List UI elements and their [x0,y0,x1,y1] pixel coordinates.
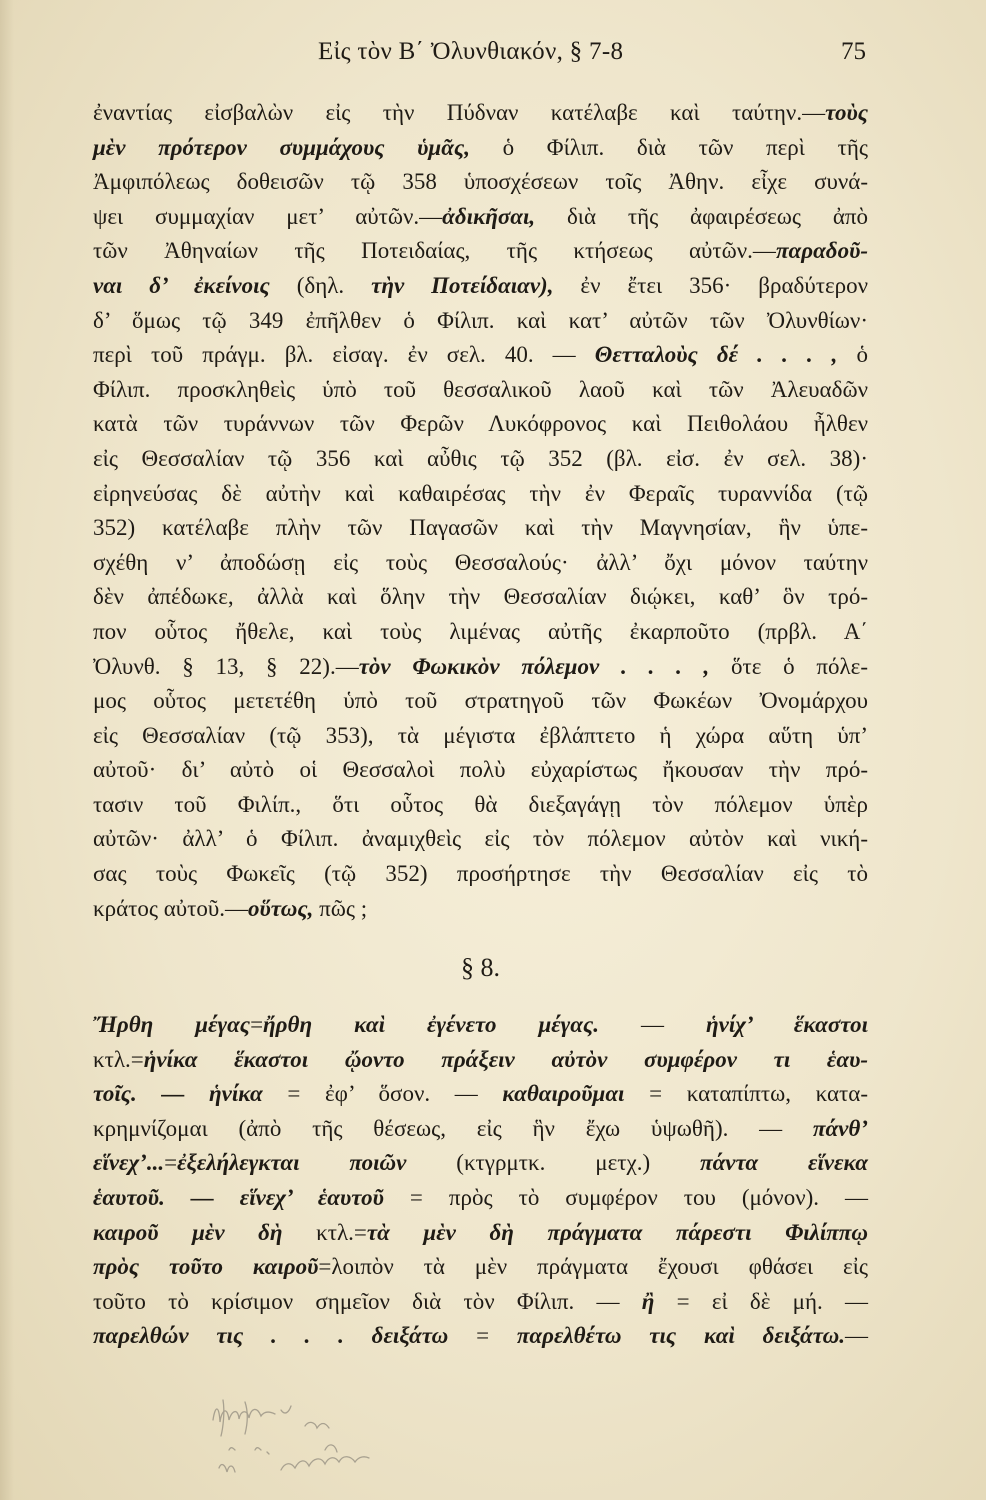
commentary-text: σχέθη ν’ ἀποδώσῃ εἰς τοὺς Θεσσαλούς· ἀλλ’ ὄχι μόνον ταύτην [93,549,868,575]
commentary-text: = καταπίπτω, κατα- [624,1081,869,1107]
page-number: 75 [841,38,866,65]
lemma-text: ἐξελήλεγκται ποιῶν [177,1150,407,1176]
commentary-text: εἰρηνεύσας δὲ αὐτὴν καὶ καθαιρέσας τὴν ἐν Φεραῖς τυραννίδα (τῷ [93,480,868,506]
commentary-text: αὐτοῦ· δι’ αὐτὸ οἱ Θεσσαλοὶ πολὺ εὐχαρίστως ἤκουσαν τὴν πρό- [93,757,868,783]
lemma-text: παρελθέτω τις καὶ δειξάτω. [516,1323,845,1349]
commentary-text: Ὀλυνθ. § 13, § 22).— [93,653,359,679]
commentary-text: — [844,1323,868,1349]
commentary-text: = [164,1150,178,1176]
commentary-text: δ’ ὅμως τῷ 349 ἐπῆλθεν ὁ Φίλιπ. καὶ κατ’ αὐτῶν τῶν Ὀλυνθίων· [93,307,868,333]
lemma-text: Ἤρθη μέγας [93,1012,251,1037]
text-line [93,373,868,408]
lemma-text: Θετταλοὺς δέ . . . , [594,342,838,368]
commentary-section-8 [93,1008,868,1354]
commentary-text: ψει συμμαχίαν μετ’ αὐτῶν.— [93,203,443,229]
commentary-text: τοῦτο τὸ κρίσιμον σημεῖον διὰ τὸν Φίλιπ. — [93,1288,642,1314]
text-line [93,96,868,131]
text-line [93,1216,868,1251]
commentary-text: = [448,1323,517,1349]
text-line [93,650,868,685]
text-line [93,1008,868,1043]
commentary-text: κτλ.= [282,1219,367,1245]
text-line [93,234,868,269]
running-head [93,34,868,70]
lemma-text: παραδοῦ- [775,238,868,264]
text-line [93,857,868,892]
text-line [93,131,868,166]
text-line [93,1146,868,1181]
text-line [93,788,868,823]
commentary-text: ὁ [837,342,869,368]
commentary-text: διὰ τῆς ἀφαιρέσεως ἀπὸ [535,203,868,229]
text-line [93,165,868,200]
commentary-text: εἰς Θεσσαλίαν (τῷ 353), τὰ μέγιστα ἐβλάπτετο ἡ χώρα αὕτη ὑπ’ [93,722,868,748]
lemma-text: παρελθών τις . . . δειξάτω [93,1323,449,1349]
commentary-text: ἐν ἔτει 356· βραδύτερον [553,272,868,298]
lemma-text: πάνθ’ [812,1115,868,1141]
commentary-text: μος οὗτος μετετέθη ὑπὸ τοῦ στρατηγοῦ τῶν Φωκέων Ὀνομάρχου [93,688,868,714]
lemma-text: ἢ [641,1288,655,1314]
commentary-text: ἐναντίας εἰσβαλὼν εἰς τὴν Πύδναν κατέλαβε καὶ ταύτην.— [93,100,826,125]
text-line [93,546,868,581]
lemma-text: τὸν Φωκικὸν πόλεμον . . . , [358,653,710,679]
commentary-text: κρημνίζομαι (ἀπὸ τῆς θέσεως, εἰς ἣν ἔχω ὑψωθῆ). — [93,1115,813,1141]
lemma-text: τὴν Ποτείδαιαν), [371,272,554,298]
pencil-scribble [205,1392,385,1482]
commentary-text: (κτγρμτκ. μετχ.) [406,1150,701,1176]
text-line [93,753,868,788]
commentary-text: = [250,1012,264,1037]
commentary-text: =λοιπὸν τὰ μὲν πράγματα ἔχουσι φθάσει εἰς [318,1254,868,1280]
commentary-text: τῶν Ἀθηναίων τῆς Ποτειδαίας, τῆς κτήσεως αὐτῶν.— [93,238,776,264]
text-line [93,615,868,650]
text-line [93,822,868,857]
text-line [93,200,868,235]
commentary-section-7 [93,96,868,926]
text-line [93,580,868,615]
commentary-text: = ἐφ’ ὅσον. — [262,1081,503,1107]
commentary-text: 352) κατέλαβε πλὴν τῶν Παγασῶν καὶ τὴν Μαγνησίαν, ἣν ὑπε- [93,515,868,541]
text-line [93,442,868,477]
lemma-text: πάντα εἵνεκα [700,1150,868,1176]
commentary-text: ὅτε ὁ πόλε- [709,653,869,679]
text-line [93,338,868,373]
commentary-text: — [598,1012,707,1037]
commentary-text: τασιν τοῦ Φιλίπ., ὅτι οὗτος θὰ διεξαγάγῃ τὸν πόλεμον ὑπὲρ [93,791,868,817]
commentary-text: Φίλιπ. προσκληθεὶς ὑπὸ τοῦ θεσσαλικοῦ λαοῦ καὶ τῶν Ἀλευαδῶν [93,376,868,402]
text-line [93,269,868,304]
text-line [93,304,868,339]
lemma-text: ναι δ’ ἐκείνοις [93,272,270,298]
lemma-text: ἀδικῆσαι, [442,203,536,229]
text-line [93,1112,868,1147]
commentary-text: κτλ.= [93,1046,144,1072]
commentary-text: εἰς Θεσσαλίαν τῷ 356 καὶ αὖθις τῷ 352 (βλ. εἰσ. ἐν σελ. 38)· [93,445,868,471]
commentary-text: περὶ τοῦ πράγμ. βλ. εἰσαγ. ἐν σελ. 40. — [93,342,595,368]
lemma-text: οὕτως, [248,895,314,921]
text-line [93,1250,868,1285]
running-title: Εἰς τὸν Β΄ Ὀλυνθιακόν, § 7-8 [318,38,624,65]
text-line [93,684,868,719]
text-line [93,1285,868,1320]
text-line [93,511,868,546]
lemma-text: ἤρθη καὶ ἐγένετο μέγας. [263,1012,599,1037]
lemma-text: καθαιροῦμαι [502,1081,625,1107]
commentary-text: δὲν ἀπέδωκε, ἀλλὰ καὶ ὅλην τὴν Θεσσαλίαν διῴκει, καθ’ ὃν τρό- [93,584,868,610]
commentary-text: = εἰ δὲ μή. — [654,1288,868,1314]
commentary-text: κατὰ τῶν τυράννων τῶν Φερῶν Λυκόφρονος καὶ Πειθολάου ἦλθεν [93,411,868,437]
text-line [93,719,868,754]
lemma-text: πρὸς τοῦτο καιροῦ [93,1254,319,1280]
commentary-text: σας τοὺς Φωκεῖς (τῷ 352) προσήρτησε τὴν Θεσσαλίαν εἰς τὸ [93,861,868,887]
text-line [93,892,868,927]
lemma-text: εἵνεχ’... [93,1150,165,1176]
commentary-text: ὁ Φίλιπ. διὰ τῶν περὶ τῆς [469,134,869,160]
commentary-text: πον οὗτος ἤθελε, καὶ τοὺς λιμένας αὐτῆς ἐκαρποῦτο (πρβλ. Α΄ [93,618,868,644]
commentary-text: (δηλ. [269,272,372,298]
text-line [93,477,868,512]
commentary-text: πῶς ; [313,895,368,921]
section-heading: § 8. [461,953,500,982]
commentary-text: αὐτῶν· ἀλλ’ ὁ Φίλιπ. ἀναμιχθεὶς εἰς τὸν πόλεμον αὐτὸν καὶ νική- [93,826,868,852]
text-line [93,407,868,442]
lemma-text: τὰ μὲν δὴ πράγματα πάρεστι Φιλίππῳ [366,1219,868,1245]
lemma-text: ἑαυτοῦ. — εἵνεχ’ ἑαυτοῦ [93,1184,384,1210]
lemma-text: μὲν πρότερον συμμάχους ὑμᾶς, [93,134,470,160]
text-line [93,1077,868,1112]
commentary-text: Ἀμφιπόλεως δοθεισῶν τῷ 358 ὑποσχέσεων τοῖς Ἀθην. εἶχε συνά- [93,169,868,195]
commentary-text: κράτος αὐτοῦ.— [93,895,249,921]
text-line [93,1181,868,1216]
lemma-text: καιροῦ μὲν δὴ [93,1219,283,1245]
text-line [93,1319,868,1354]
text-line [93,1043,868,1078]
lemma-text: ἡνίχ’ ἕκαστοι [706,1012,868,1037]
commentary-text: = πρὸς τὸ συμφέρον του (μόνον). — [383,1184,868,1210]
lemma-text: τοῖς. — ἡνίκα [93,1081,263,1107]
lemma-text: ἡνίκα ἕκαστοι ᾤοντο πράξειν αὐτὸν συμφέρον τι ἑαυ- [143,1046,868,1072]
lemma-text: τοὺς [825,100,868,125]
